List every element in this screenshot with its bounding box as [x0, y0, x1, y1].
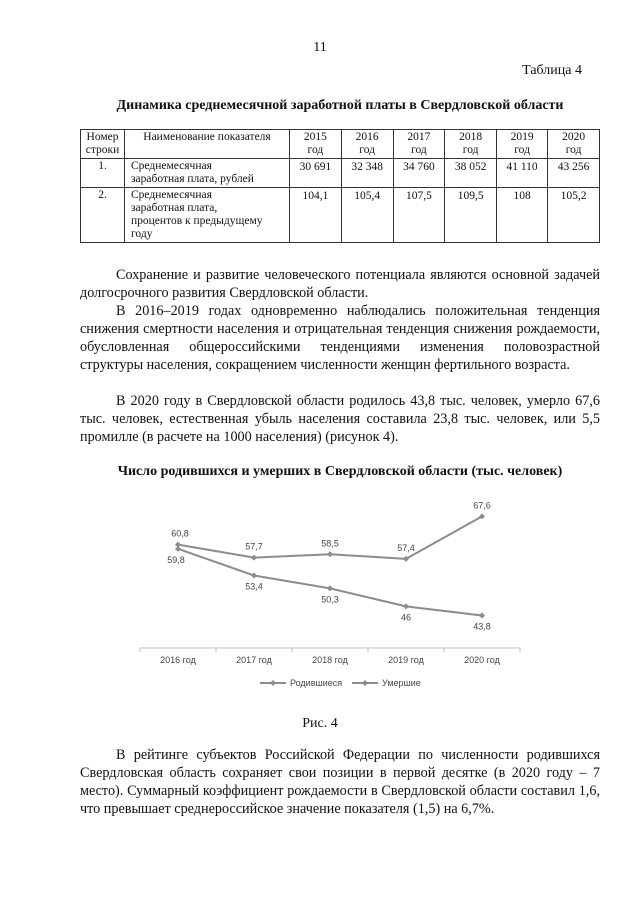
data-label: 43,8	[473, 621, 491, 632]
header-year-2015: 2015 год	[290, 130, 342, 159]
births-deaths-chart	[120, 488, 540, 698]
legend-label: Умершие	[382, 678, 421, 688]
cell-value: 32 348	[341, 159, 393, 188]
paragraph-3: В 2020 году в Свердловской области родилось 43,8 тыс. человек, умерло 67,6 тыс. человек, естественная убыль населения составила 23,8 тыс. человек, или 5,5 промилле (в расчете на 1000 населения) (рисунок 4).	[80, 393, 600, 445]
legend-marker	[270, 680, 276, 686]
row-name: Среднемесячная заработная плата, рублей	[125, 159, 290, 188]
series-line-births	[178, 549, 482, 616]
table-title: Динамика среднемесячной заработной платы в Свердловской области	[116, 98, 564, 113]
cell-value: 109,5	[445, 188, 497, 243]
cell-value: 30 691	[290, 159, 342, 188]
data-label: 60,8	[171, 528, 189, 539]
cell-value: 34 760	[393, 159, 445, 188]
x-tick-label: 2020 год	[464, 655, 500, 665]
header-year-2017: 2017 год	[393, 130, 445, 159]
data-point	[479, 613, 485, 619]
x-tick-label: 2016 год	[160, 655, 196, 665]
x-tick-label: 2019 год	[388, 655, 424, 665]
header-year-2019: 2019 год	[497, 130, 548, 159]
data-point	[327, 585, 333, 591]
data-point	[403, 603, 409, 609]
cell-value: 105,2	[548, 188, 600, 243]
row-number: 1.	[81, 159, 125, 188]
data-label: 67,6	[473, 500, 491, 511]
paragraph-2: В 2016–2019 годах одновременно наблюдались положительная тенденция снижения смертности населения и отрицательная тенденция снижения рождаемости, обусловленная общероссийскими тенденциями изменения половозрастной структуры населения, сокращением численности женщин фертильного возраста.	[80, 303, 600, 373]
table-caption: Таблица 4	[522, 63, 582, 78]
paragraph-1: Сохранение и развитие человеческого потенциала являются основной задачей долгосрочного развития Свердловской области.	[80, 267, 600, 301]
table-header-row	[81, 130, 600, 159]
row-name: Среднемесячная заработная плата, процентов к предыдущему году	[125, 188, 290, 243]
page-number: 11	[313, 40, 327, 55]
cell-value: 107,5	[393, 188, 445, 243]
data-label: 46	[400, 612, 412, 623]
figure-caption: Рис. 4	[302, 716, 338, 731]
cell-value: 41 110	[497, 159, 548, 188]
x-tick-label: 2018 год	[312, 655, 348, 665]
chart-title: Число родившихся и умерших в Свердловской области (тыс. человек)	[117, 464, 563, 479]
header-year-2016: 2016 год	[341, 130, 393, 159]
data-label: 58,5	[321, 538, 339, 549]
data-label: 57,7	[245, 541, 263, 552]
paragraph-4: В рейтинге субъектов Российской Федерации по численности родившихся Свердловская область сохраняет свои позиции в первой десятке (в 2020 году – 7 место). Суммарный коэффициент рождаемости в Свердловской области составил 1,6, что превышает среднероссийское значение показателя (1,5) на 6,7%.	[80, 747, 600, 817]
table-row	[81, 188, 600, 243]
data-label: 50,3	[321, 594, 339, 605]
data-point	[251, 555, 257, 561]
x-tick-label: 2017 год	[236, 655, 272, 665]
legend-marker	[362, 680, 368, 686]
cell-value: 104,1	[290, 188, 342, 243]
data-point	[251, 573, 257, 579]
row-number: 2.	[81, 188, 125, 243]
data-label: 59,8	[167, 554, 185, 565]
salary-table	[80, 129, 600, 243]
header-indicator-name: Наименование показателя	[125, 130, 290, 159]
cell-value: 38 052	[445, 159, 497, 188]
data-point	[327, 551, 333, 557]
legend-label: Родившиеся	[290, 678, 343, 688]
header-year-2018: 2018 год	[445, 130, 497, 159]
data-label: 53,4	[245, 581, 263, 592]
cell-value: 43 256	[548, 159, 600, 188]
cell-value: 108	[497, 188, 548, 243]
data-label: 57,4	[397, 542, 415, 553]
data-point	[175, 542, 181, 548]
table-row	[81, 159, 600, 188]
cell-value: 105,4	[341, 188, 393, 243]
header-row-number: Номер строки	[81, 130, 125, 159]
header-year-2020: 2020 год	[548, 130, 600, 159]
